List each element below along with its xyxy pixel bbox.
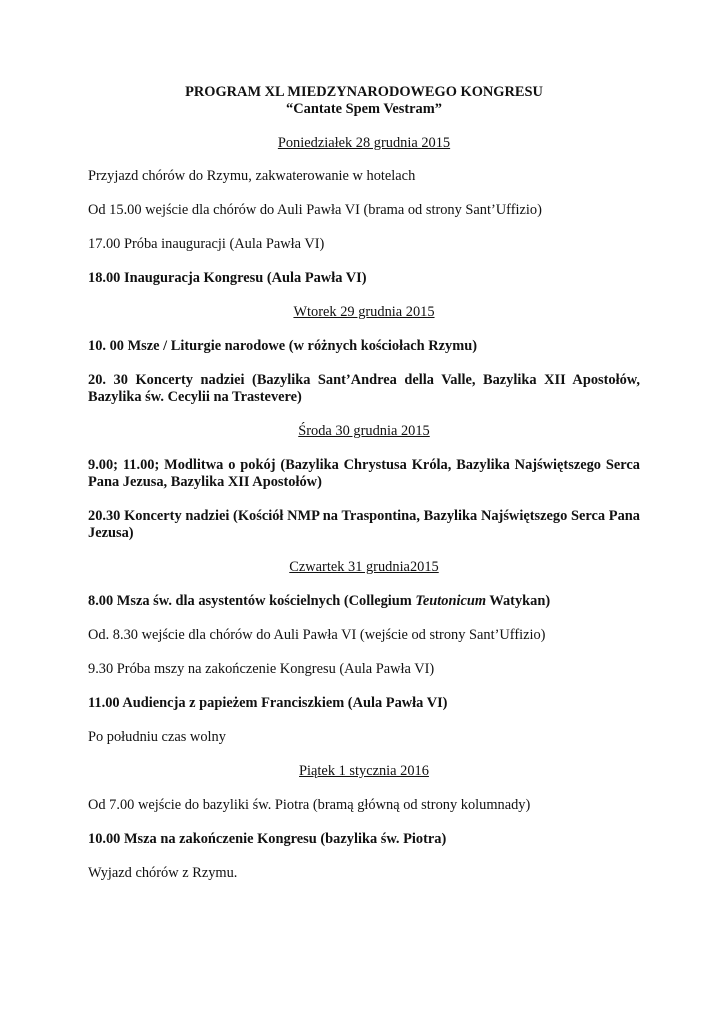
program-item: Od 15.00 wejście dla chórów do Auli Pawła VI (brama od strony Sant’Uffizio) — [88, 202, 542, 218]
program-item: 20.30 Koncerty nadziei (Kościół NMP na Traspontina, Bazylika Najświętszego Serca Pana Jezusa) — [88, 508, 640, 541]
program-item — [88, 593, 640, 610]
program-item: 20. 30 Koncerty nadziei (Bazylika Sant’Andrea della Valle, Bazylika XII Apostołów, Bazylika św. Cecylii na Trastevere) — [88, 372, 640, 405]
program-item-text: 8.00 Msza św. dla asystentów kościelnych (Collegium — [88, 593, 416, 609]
program-item: 10. 00 Msze / Liturgie narodowe (w różnych kościołach Rzymu) — [88, 338, 478, 354]
day-heading-wednesday: Środa 30 grudnia 2015 — [298, 423, 430, 439]
day-heading-thursday: Czwartek 31 grudnia2015 — [289, 559, 439, 575]
program-item: 18.00 Inauguracja Kongresu (Aula Pawła VI) — [88, 270, 367, 286]
program-item: Wyjazd chórów z Rzymu. — [88, 865, 238, 881]
program-item: 10.00 Msza na zakończenie Kongresu (bazylika św. Piotra) — [88, 831, 447, 847]
program-item-text: Watykan) — [486, 593, 551, 609]
program-item-emphasis: Teutonicum — [415, 593, 487, 609]
program-item: Od 7.00 wejście do bazyliki św. Piotra (bramą główną od strony kolumnady) — [88, 797, 531, 813]
program-item: 9.30 Próba mszy na zakończenie Kongresu (Aula Pawła VI) — [88, 661, 435, 677]
program-item: Po południu czas wolny — [88, 729, 226, 745]
program-item: 17.00 Próba inauguracji (Aula Pawła VI) — [88, 236, 325, 252]
day-heading-tuesday: Wtorek 29 grudnia 2015 — [293, 304, 435, 320]
document-subtitle: “Cantate Spem Vestram” — [286, 101, 442, 117]
document-title: PROGRAM XL MIEDZYNARODOWEGO KONGRESU — [185, 84, 543, 100]
program-item: 11.00 Audiencja z papieżem Franciszkiem (Aula Pawła VI) — [88, 695, 448, 711]
day-heading-monday: Poniedziałek 28 grudnia 2015 — [277, 135, 451, 151]
program-item: 9.00; 11.00; Modlitwa o pokój (Bazylika Chrystusa Króla, Bazylika Najświętszego Serca Pana Jezusa, Bazylika XII Apostołów) — [88, 457, 640, 490]
program-item: Przyjazd chórów do Rzymu, zakwaterowanie w hotelach — [88, 168, 416, 184]
document-body — [88, 84, 640, 882]
day-heading-friday: Piątek 1 stycznia 2016 — [299, 763, 429, 779]
program-item: Od. 8.30 wejście dla chórów do Auli Pawła VI (wejście od strony Sant’Uffizio) — [88, 627, 546, 643]
